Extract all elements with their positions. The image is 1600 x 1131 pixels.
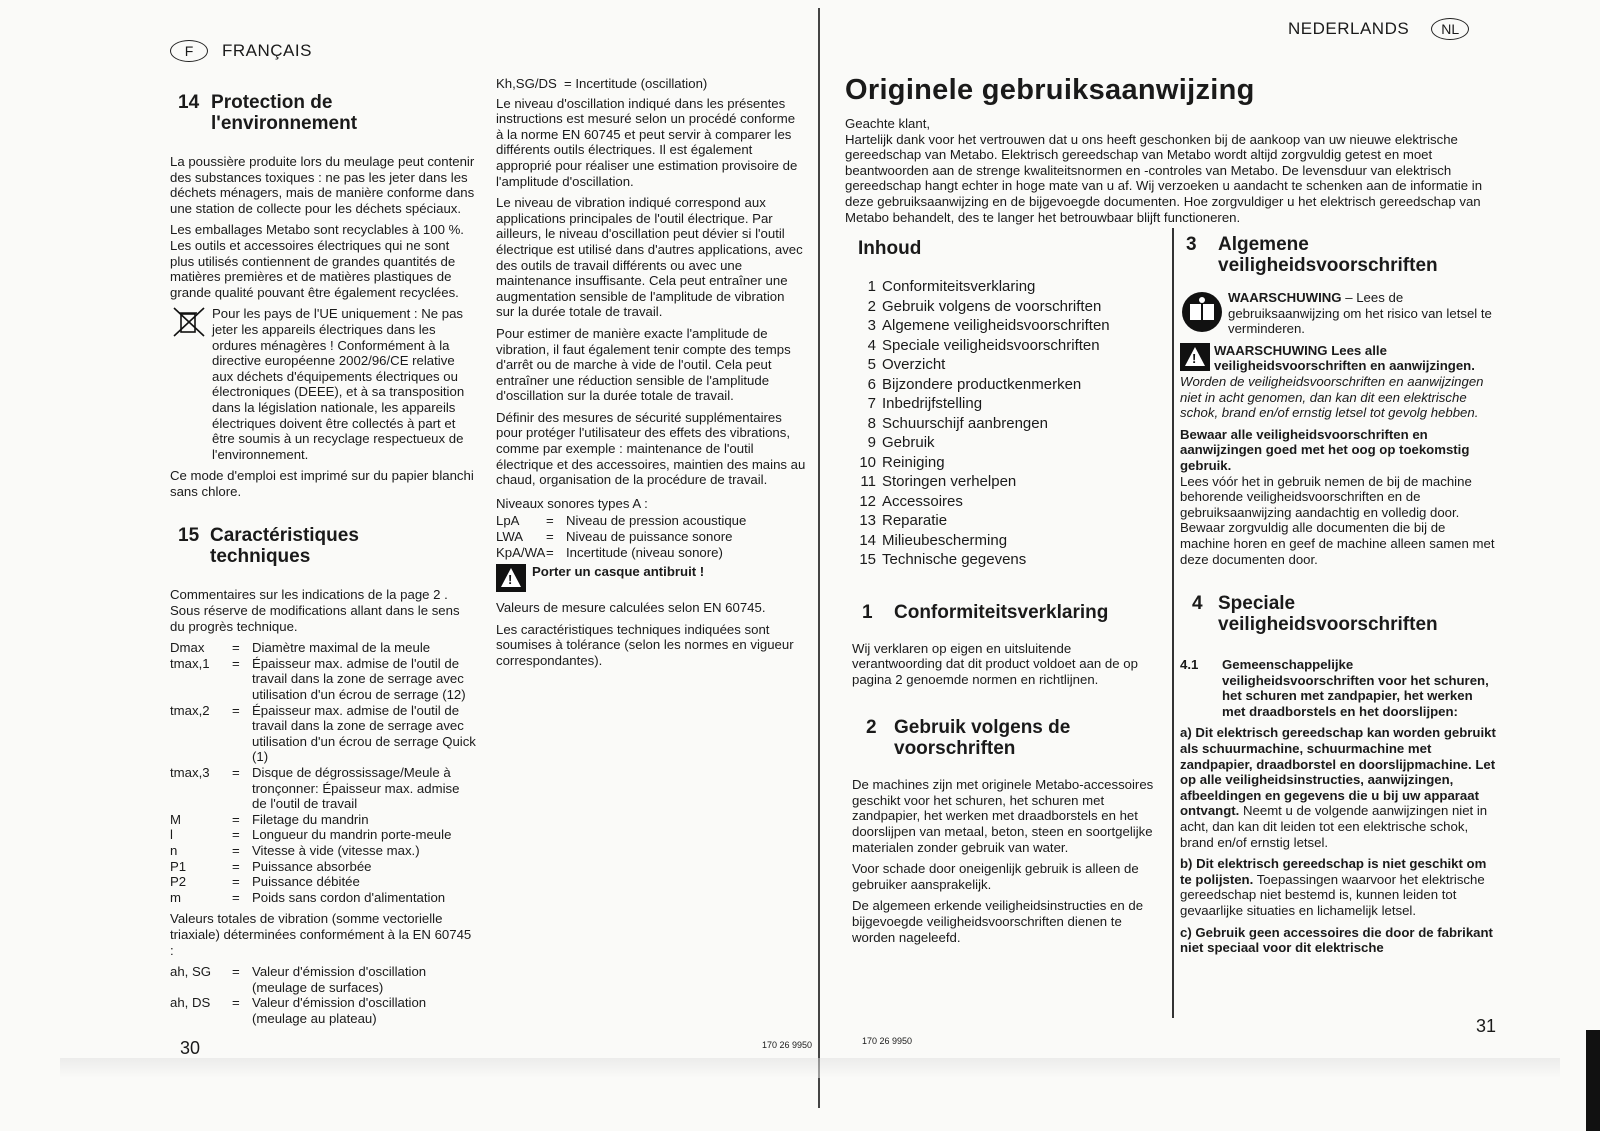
description: Valeur d'émission d'oscillation (meulage au plateau) [252,995,427,1026]
vibration-row [170,964,476,995]
warning-text: Porter un casque antibruit ! [532,564,705,580]
toc-label: Inbedrijfstelling [882,395,983,412]
equals-sign: = [232,765,240,780]
doc-code-right: 170 26 9950 [862,1036,913,1046]
spec-row [170,656,476,703]
spec-row [170,859,476,875]
toc-item [852,472,1164,492]
toc-number: 9 [867,434,876,451]
description: Niveau de pression acoustique [566,513,747,529]
toc-number: 1 [867,278,876,295]
equals-sign: = [232,995,240,1011]
equals-sign: = [232,964,240,980]
paragraph: Le niveau de vibration indiqué correspond aux applications principales de l'outil électrique. Par ailleurs, le niveau d'oscillation peut dévier si l'outil électrique est utilisé dans d'autres applications, avec des outils de travail différents ou avec une maintenance insuffisante. Cela peut entraîner une augmentation sensible de l'amplitude de vibration sur la durée totale de travail. [496,195,803,320]
noise-row [496,545,806,561]
description: Longueur du mandrin porte-meule [252,827,452,843]
doc-code-left: 170 26 9950 [762,1040,813,1050]
toc-label: Technische gegevens [882,551,1027,568]
description: Filetage du mandrin [252,811,369,827]
toc-item [852,531,1164,551]
description: Valeur d'émission d'oscillation (meulage de surfaces) [252,964,427,995]
intro-block [845,116,1485,225]
toc-item [852,316,1164,336]
toc-number: 7 [867,395,876,412]
table-of-contents [852,277,1164,570]
toc-label: Overzicht [882,356,946,373]
section-title: Protection de l'environnement [211,92,358,134]
crossed-bin-icon [170,306,208,338]
bold-text: a) Dit elektrisch gereedschap kan worden gebruikt als schuurmachine, schuurmachine met zandpapier, draadborstel en doorslijpmachine. Let op alle veiligheidsinstructies, aanwijzingen, afbeeldingen en gegevens die u bij uw apparaat ontvangt. [1180,725,1496,819]
page-number-left: 30 [180,1038,201,1058]
toc-label: Reparatie [882,512,948,529]
page-fold [818,8,820,1108]
paragraph: Worden de veiligheidsvoorschriften en aanwijzingen niet in acht genomen, dan kan dit een elektrische schok, brand en/of ernstig letsel tot gevolg hebben. [1180,373,1484,421]
toc-label: Accessoires [882,492,963,510]
symbol: ah, SG [170,964,212,980]
general-warning [1180,343,1498,374]
right-column-1 [852,238,1164,951]
paragraph: c) Gebruik geen accessoires die door de fabrikant niet speciaal voor dit elektrische [1180,924,1493,956]
toc-number: 14 [859,531,876,549]
right-column-2 [1180,234,1498,962]
description: Niveau de puissance sonore [566,529,733,545]
noise-list [496,513,806,560]
toc-number: 10 [859,453,876,471]
vibration-list [170,964,476,1026]
paragraph: La poussière produite lors du meulage peut contenir des substances toxiques : ne pas les jeter dans les déchets ménagers, mais de manière conforme dans une station de collecte pour les déchets spéciaux. [170,154,475,216]
spec-row [170,843,476,859]
warning-icon: ! [496,564,526,592]
body-text: Toepassingen waarvoor het elektrische gereedschap niet bestemd is, kunnen leiden tot gevaarlijke situaties en lichamelijk letsel. [1180,871,1485,918]
description: Disque de dégrossissage/Meule à tronçonner: Épaisseur max. admise de l'outil de travail [252,765,460,812]
symbol: l [170,827,173,843]
language-badge-nl: NL [1431,18,1469,40]
toc-number: 4 [867,336,876,354]
toc-item [852,336,1164,356]
section-number: 3 [1186,234,1197,255]
toc-number: 8 [867,414,876,432]
symbol: tmax,2 [170,702,210,718]
toc-item [852,355,1164,375]
toc-heading: Inhoud [858,238,922,259]
toc-number: 6 [867,375,876,393]
toc-number: 12 [859,492,876,510]
spec-row [170,827,476,843]
toc-item [852,394,1164,414]
toc-item [852,277,1164,297]
description: = Incertitude (oscillation) [564,76,708,91]
description: Puissance absorbée [252,858,372,874]
section-number: 14 [178,92,200,113]
paragraph: Les emballages Metabo sont recyclables à 100 %. Les outils et accessoires électriques qui ne sont plus utilisés contiennent de grandes quantités de matières premières et de matières plastiques de grande qualité pouvant être également recyclées. [170,222,464,300]
toc-number: 5 [867,356,876,373]
symbol: P1 [170,858,187,874]
scan-edge [1586,1030,1600,1131]
symbol: M [170,811,181,827]
paragraph: De machines zijn met originele Metabo-accessoires geschikt voor het schuren, het schuren met zandpapier, het werken met draadborstels en het doorslijpen van metaal, beton, steen en soortgelijke materialen zonder gebruik van water. [852,777,1154,855]
language-label-fr: FRANÇAIS [222,41,312,60]
equals-sign: = [546,544,554,560]
section-number: 2 [866,717,877,739]
toc-number: 13 [859,512,876,529]
right-header [1288,18,1469,40]
section-number: 15 [178,525,200,547]
section-15-heading [178,525,476,567]
description: Puissance débitée [252,874,360,890]
toc-item [852,511,1164,531]
description: Diamètre maximal de la meule [252,640,431,656]
vibration-row [170,995,476,1026]
toc-label: Reiniging [882,453,945,471]
equals-sign: = [232,811,240,827]
paragraph [1180,856,1498,918]
hearing-warning [496,564,806,592]
paragraph [1180,725,1498,850]
section-title: Speciale veiligheidsvoorschriften [1218,593,1438,636]
paragraph: De algemeen erkende veiligheidsinstructies en de bijgevoegde veiligheidsvoorschriften dienen te worden nageleefd. [852,898,1144,945]
equals-sign: = [232,655,240,671]
section-2-heading [866,717,1164,759]
warning-icon: ! [1180,343,1210,371]
subsection-title: Gemeenschappelijke veiligheidsvoorschriften voor het schuren, het schuren met zandpapier, het werken met draadborstels en het doorslijpen: [1222,657,1489,719]
toc-item [852,453,1164,473]
toc-item [852,492,1164,512]
section-title: Conformiteitsverklaring [894,601,1109,623]
paragraph: Le niveau d'oscillation indiqué dans les présentes instructions est mesuré selon un procédé conforme à la norme EN 60745 et peut servir à comparer les différents outils électriques. Il est également approprié pour réaliser une estimation provisoire de l'amplitude d'oscillation. [496,95,798,189]
body-text: Neemt u de volgende aanwijzingen niet in acht, dan kan dit leiden tot een elektrische schok, brand en/of ernstig letsel. [1180,803,1488,850]
equals-sign: = [232,858,240,874]
section-number: 1 [862,601,873,623]
paragraph: Pour estimer de manière exacte l'amplitude de vibration, il faut également tenir compte des temps d'arrêt ou de marche à vide de l'outil. Cela peut entraîner une réduction sensible de l'amplitude d'oscillation sur la durée totale de travail. [496,325,791,404]
page-number-right: 31 [1476,1016,1497,1036]
section-title: Caractéristiques techniques [210,525,359,568]
bold-text: b) Dit elektrisch gereedschap is niet geschikt om te polijsten. [1180,856,1487,887]
warning-text [1228,290,1498,337]
toc-number: 15 [859,551,876,568]
noise-row [496,513,806,529]
spec-row [170,703,476,765]
toc-item [852,375,1164,395]
symbol: tmax,3 [170,765,210,780]
language-badge-f: F [170,40,208,62]
subsection-number: 4.1 [1180,657,1199,673]
symbol: Dmax [170,640,205,656]
toc-item [852,414,1164,434]
paragraph: Commentaires sur les indications de la page 2 . Sous réserve de modifications allant dans le sens du progrès technique. [170,587,460,634]
scan-shadow [60,1058,1560,1078]
toc-item [852,433,1164,453]
symbol: m [170,889,181,905]
toc-item [852,297,1164,317]
spec-row [170,812,476,828]
equals-sign: = [232,640,240,656]
symbol: KpA/WA [496,544,546,560]
toc-item [852,550,1164,570]
language-label-nl: NEDERLANDS [1288,19,1410,38]
k-row [496,76,806,92]
symbol: P2 [170,874,187,890]
section-3-heading [1186,234,1498,276]
paragraph: Pour les pays de l'UE uniquement : Ne pas jeter les appareils électriques dans les ordures ménagères ! Conformément à la directive européenne 2002/96/CE relative aux déchets d'équipements électriques ou électroniques (DEEE), et à sa transposition dans la législation nationale, les appareils électriques doivent être collectés à part et être soumis à un recyclage respectueux de l'environnement. [212,306,465,462]
toc-label: Gebruik [882,434,935,451]
read-manual-icon [1180,290,1224,334]
toc-label: Gebruik volgens de voorschriften [882,297,1102,315]
paragraph: Niveaux sonores types A : [496,495,648,511]
warning-body: – Lees de gebruiksaanwijzing om het risico van letsel te verminderen. [1228,290,1492,337]
equals-sign: = [232,827,240,843]
toc-label: Speciale veiligheidsvoorschriften [882,336,1100,354]
spec-list [170,640,476,905]
spec-row [170,890,476,906]
subsection-4-1 [1180,657,1498,725]
section-title: Gebruik volgens de voorschriften [894,717,1071,760]
read-manual-warning [1180,290,1498,337]
toc-label: Milieubescherming [882,531,1008,549]
warning-label: WAARSCHUWING [1228,290,1342,305]
noise-row [496,529,806,545]
symbol: LpA [496,513,520,529]
equals-sign: = [232,874,240,890]
symbol: tmax,1 [170,655,210,671]
toc-number: 11 [860,473,876,490]
toc-number: 2 [867,297,876,315]
toc-label: Algemene veiligheidsvoorschriften [882,317,1110,334]
symbol: ah, DS [170,995,211,1011]
symbol: n [170,842,178,858]
toc-number: 3 [867,317,876,334]
toc-label: Bijzondere productkenmerken [882,375,1082,393]
paragraph: Valeurs totales de vibration (somme vectorielle triaxiale) déterminées conformément à la EN 60745 : [170,911,472,958]
description: Incertitude (niveau sonore) [566,544,723,560]
weee-block [170,306,476,468]
toc-label: Storingen verhelpen [882,473,1017,490]
symbol: LWA [496,529,524,545]
description: Épaisseur max. admise de l'outil de travail dans la zone de serrage avec utilisation d'un écrou de serrage Quick (1) [252,702,476,765]
description: Poids sans cordon d'alimentation [252,889,446,905]
spec-row [170,640,476,656]
paragraph: Wij verklaren op eigen en uitsluitende verantwoording dat dit product voldoet aan de op pagina 2 genoemde normen en richtlijnen. [852,640,1138,687]
spec-row [170,765,476,812]
section-1-heading [862,602,1164,623]
equals-sign: = [232,842,240,858]
description: Épaisseur max. admise de l'outil de travail dans la zone de serrage avec utilisation d'un écrou de serrage (12) [252,655,466,703]
section-14-heading [178,92,476,134]
equals-sign: = [232,702,240,718]
column-rule [1172,228,1174,1018]
intro-paragraph: Hartelijk dank voor het vertrouwen dat u ons heeft geschonken bij de aankoop van uw nieuwe elektrische gereedschap van Metabo. Elektrisch gereedschap van Metabo wordt altijd zorgvuldig getest en moet beantwoorden aan de strenge kwaliteitsnormen en -controles van Metabo. De levensduur van elektrisch gereedschap hangt echter in hoge mate van u af. Wij verzoeken u aandacht te schenken aan de informatie in deze gebruiksaanwijzing en de bijgevoegde documenten. Hoe zorgvuldiger u het elektrisch gereedschap van Metabo behandelt, des te langer het betrouwbaar blijft functioneren. [845,131,1483,225]
paragraph: Lees vóór het in gebruik nemen de bij de machine behorende veiligheidsvoorschriften en de gebruiksaanwijzing aandachtig en volledig door. Bewaar zorgvuldig alle documenten die bij de machine horen en geef de machine alleen samen met deze documenten door. [1180,473,1495,567]
paragraph: Valeurs de mesure calculées selon EN 60745. [496,600,766,616]
equals-sign: = [546,513,554,529]
left-column-2 [496,76,806,675]
warning-label: WAARSCHUWING Lees alle veiligheidsvoorschriften en aanwijzingen. [1214,342,1475,374]
main-title: Originele gebruiksaanwijzing [845,74,1255,106]
section-title: Algemene veiligheidsvoorschriften [1218,234,1438,276]
greeting: Geachte klant, [845,116,931,131]
section-4-heading [1192,593,1498,635]
paragraph: Voor schade door oneigenlijk gebruik is alleen de gebruiker aansprakelijk. [852,861,1139,892]
paragraph: Définir des mesures de sécurité supplémentaires pour protéger l'utilisateur des effets des vibrations, comme par exemple : maintenance de l'outil électrique et des accessoires, maintien des mains au chaud, organisation de la procédure de travail. [496,409,806,488]
equals-sign: = [546,529,554,545]
paragraph: Bewaar alle veiligheidsvoorschriften en aanwijzingen goed met het oog op toekomstig gebruik. [1180,426,1470,473]
toc-label: Schuurschijf aanbrengen [882,414,1048,432]
section-number: 4 [1192,593,1203,615]
equals-sign: = [232,889,240,905]
paragraph: Les caractéristiques techniques indiquées sont soumises à tolérance (selon les normes en vigueur correspondantes). [496,621,794,668]
spec-row [170,874,476,890]
toc-label: Conformiteitsverklaring [882,278,1036,295]
left-header [170,40,312,62]
paragraph: Ce mode d'emploi est imprimé sur du papier blanchi sans chlore. [170,468,474,499]
left-column-1 [170,92,476,1027]
description: Vitesse à vide (vitesse max.) [252,842,420,858]
symbol: Kh,SG/DS [496,76,557,91]
